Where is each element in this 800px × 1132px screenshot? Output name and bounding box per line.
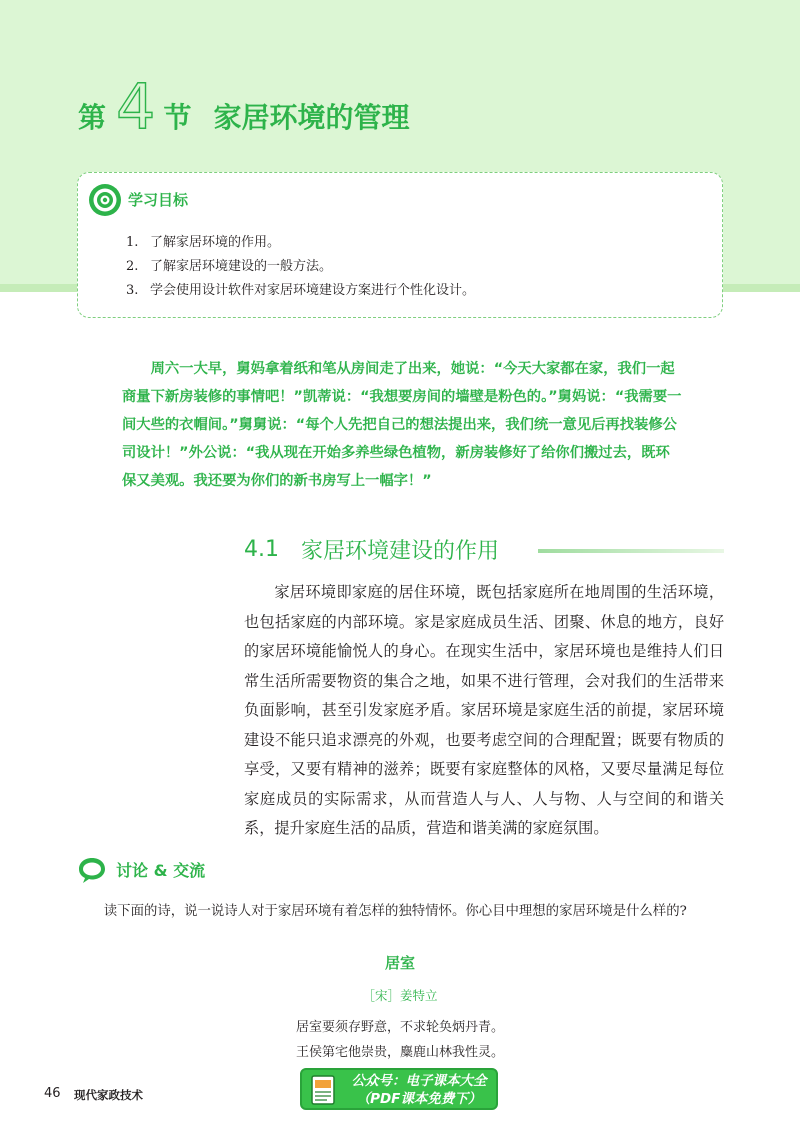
- objective-text: 了解家居环境的作用。: [150, 235, 281, 250]
- section-heading: [244, 534, 499, 565]
- intro-story: [122, 355, 682, 495]
- objective-text: 了解家居环境建设的一般方法。: [150, 259, 333, 274]
- book-icon: [310, 1074, 338, 1106]
- discussion-question-text: 读下面的诗，说一说诗人对于家居环境有着怎样的独特情怀。你心目中理想的家居环境是什么样的?: [103, 904, 687, 919]
- chapter-number: 4: [116, 70, 156, 143]
- section-title: 家居环境建设的作用: [301, 539, 500, 564]
- speech-bubble-icon: [77, 856, 107, 884]
- objectives-list: [126, 231, 475, 303]
- objective-item: [126, 279, 475, 303]
- promo-banner: [300, 1068, 498, 1110]
- chapter-suffix: 节: [163, 101, 192, 134]
- objective-item: [126, 231, 475, 255]
- objective-item: [126, 255, 475, 279]
- objective-number: 3.: [126, 283, 139, 298]
- book-title: 现代家政技术: [74, 1088, 143, 1102]
- promo-line-2: （PDF课本免费下）: [356, 1091, 482, 1107]
- section-body: [244, 578, 724, 844]
- promo-line-1: 公众号：电子课本大全: [351, 1073, 487, 1089]
- objective-number: 2.: [126, 259, 139, 274]
- chapter-title: [78, 70, 410, 143]
- poem-title: 居室: [384, 954, 415, 972]
- learning-objectives-box: [77, 172, 723, 318]
- poem-line: 王侯第宅他崇贵，麋鹿山林我性灵。: [295, 1045, 504, 1060]
- section-heading-rule: [538, 549, 724, 553]
- poem-author: ［宋］姜特立: [362, 988, 438, 1003]
- objective-text: 学会使用设计软件对家居环境建设方案进行个性化设计。: [150, 283, 476, 298]
- chapter-prefix: 第: [78, 101, 107, 134]
- intro-story-text: 周六一大早，舅妈拿着纸和笔从房间走了出来，她说：“今天大家都在家，我们一起商量下新房装修的事情吧！”凯蒂说：“我想要房间的墙壁是粉色的。”舅妈说：“我需要一间大些的衣帽间。”舅舅说：“每个人先把自己的想法提出来，我们统一意见后再找装修公司设计！”外公说：“我从现在开始多养些绿色植物，新房装修好了给你们搬过去，既环保又美观。我还要为你们的新书房写上一幅字！”: [122, 361, 682, 489]
- page-number: 46: [44, 1086, 61, 1101]
- promo-text: [342, 1072, 496, 1108]
- target-icon: [88, 183, 122, 217]
- discussion-heading: 讨论 & 交流: [116, 861, 206, 880]
- objective-number: 1.: [126, 235, 139, 250]
- objectives-heading: 学习目标: [128, 191, 189, 209]
- discussion-question: [77, 900, 723, 924]
- section-number: 4.1: [244, 537, 279, 562]
- chapter-name: 家居环境的管理: [213, 101, 410, 134]
- section-body-paragraph: 家居环境即家庭的居住环境，既包括家庭所在地周围的生活环境，也包括家庭的内部环境。家是家庭成员生活、团聚、休息的地方，良好的家居环境能愉悦人的身心。在现实生活中，家居环境也是维持人们日常生活所需要物资的集合之地，如果不进行管理，会对我们的生活带来负面影响，甚至引发家庭矛盾。家居环境是家庭生活的前提，家居环境建设不能只追求漂亮的外观，也要考虑空间的合理配置；既要有物质的享受，又要有精神的滋养；既要有家庭整体的风格，又要尽量满足每位家庭成员的实际需求，从而营造人与人、人与物、人与空间的和谐关系，提升家庭生活的品质，营造和谐美满的家庭氛围。: [244, 583, 724, 837]
- poem-line: 居室要须存野意，不求轮奂炳丹青。: [295, 1020, 504, 1035]
